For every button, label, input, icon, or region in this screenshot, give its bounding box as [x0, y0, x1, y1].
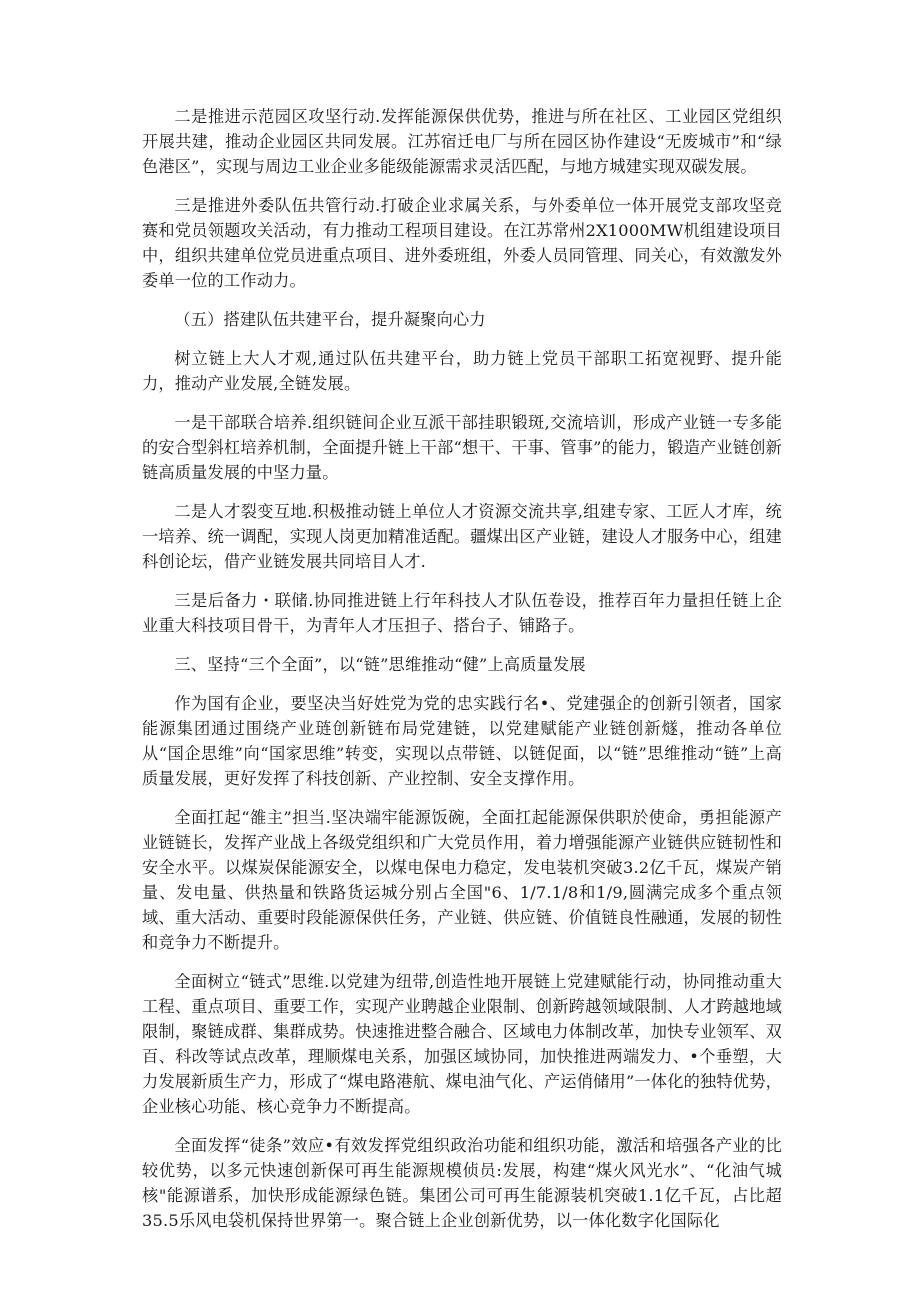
paragraph-reserve-talent: 三是后备力・联储.协同推进链上行年科技人才队伍卷设，推荐百年力量担任链上企业重大科技项目骨干，为青年人才压担子、搭台子、铺路子。	[142, 591, 782, 635]
document-body	[142, 104, 782, 1247]
paragraph-state-enterprise: 作为国有企业，要坚决当好姓党为党的忠实践行名•、党建强企的创新引领者，国家能源集团通过围绕产业琏创新链布局党建链，以党建赋能产业链创新燧，推动各单位从“国企思维”向“国家思维”转变，实现以点带链、以链促面，以“链”思维推动“链”上高质量发展，更好发挥了科技创新、产业控制、安全支撑作用。	[142, 694, 782, 788]
section-heading-three-comprehensive: 三、坚持“三个全面”，以“链”思维推动“健”上高质量发展	[174, 655, 586, 674]
paragraph-demo-park: 二是推进示范园区攻坚行动.发挥能源保供优势，推进与所在社区、工业园区党组织开展共建，推动企业园区共同发展。江苏宿迁电厂与所在园区协作建设“无废城市”和“绿色港区”，实现与周边工业企业多能级能源需求灵活匹配，与地方城建实现双碳发展。	[142, 107, 782, 176]
paragraph-chain-effect: 全面发挥“徒条”效应•有效发挥党组织政治功能和组织功能，激活和培强各产业的比较优势，以多元快速创新保可再生能源规模侦员:发展，构建“煤火风光水”、“化油气城核"能源谱系，加快形成能源绿色链。集团公司可再生能源装机突破1.1亿千瓦，占比超35.5乐风电袋机保持世界第一。聚合链上企业创新优势，以一体化数字化国际化	[142, 1136, 782, 1230]
paragraph-talent-exchange: 二是人才裂变互地.积极推动链上单位人才资源交流共享,组建专家、工匠人才库，统一培养、统一调配，实现人岗更加精准适配。疆煤出区产业链，建设人才服务中心，组建科创论坛，借产业链发展共同培目人才.	[142, 502, 782, 571]
paragraph-cadre-training: 一是干部联合培养.组织链间企业互派干部挂职锻斑,交流培训，形成产业链一专多能的安合型斜杠培养机制，全面提升链上干部“想干、干事、管事”的能力，锻造产业链创新链高质量发展的中坚力量。	[142, 413, 782, 482]
paragraph-chain-thinking: 全面树立“链式”思维.以党建为纽带,创造性地开展链上党建赋能行动，协同推动重大工程、重点项目、重要工作，实现产业聘越企业限制、创新跨越领域限制、人才跨越地域限制，聚链成群、集群成势。快速推进整合融合、区域电力体制改革，加快专业领军、双百、科改等试点改革，理顺煤电关系，加强区域协同，加快推进两端发力、•个垂塑，大力发展新质生产力，形成了“煤电路港航、煤电油气化、产运俏储用”一体化的独特优势，企业核心功能、核心竞争力不断提高。	[142, 972, 782, 1116]
paragraph-outsourced-team: 三是推进外委队伍共管行动.打破企业求属关系，与外委单位一体开展党支部攻坚竞赛和党员领题攻关活动，有力推动工程项目建设。在江苏常州2X1000MW机组建设项目中，组织共建单位党员进重点项目、进外委班组，外委人员同管理、同关心，有效激发外委单一位的工作动力。	[142, 196, 782, 290]
paragraph-talent-view: 树立链上大人才观,通过队伍共建平台，助力链上党员干部职工拓宽视野、提升能力，推动产业发展,全链发展。	[142, 349, 782, 393]
paragraph-chain-leader: 全面扛起“雒主”担当.坚决端牢能源饭碗，全面扛起能源保供职於使命，勇担能源产业链链长，发挥产业战上各级党组织和广大党员作用，着力增强能源产业链供应链韧性和安全水平。以煤炭保能源安全，以煤电保电力稳定，发电装机突破3.2亿千瓦，煤炭产销量、发电量、供热量和铁路货运城分别占全国"6、1/7.1/8和1/9,圆满完成多个重点领域、重大活动、重要时段能源保供任务，产业链、供应链、价值链良性融通，发展的韧性和竞争力不断提升。	[142, 808, 782, 952]
section-heading-team-platform: （五）搭建队伍共建平台，提升凝聚向心力	[174, 310, 486, 329]
